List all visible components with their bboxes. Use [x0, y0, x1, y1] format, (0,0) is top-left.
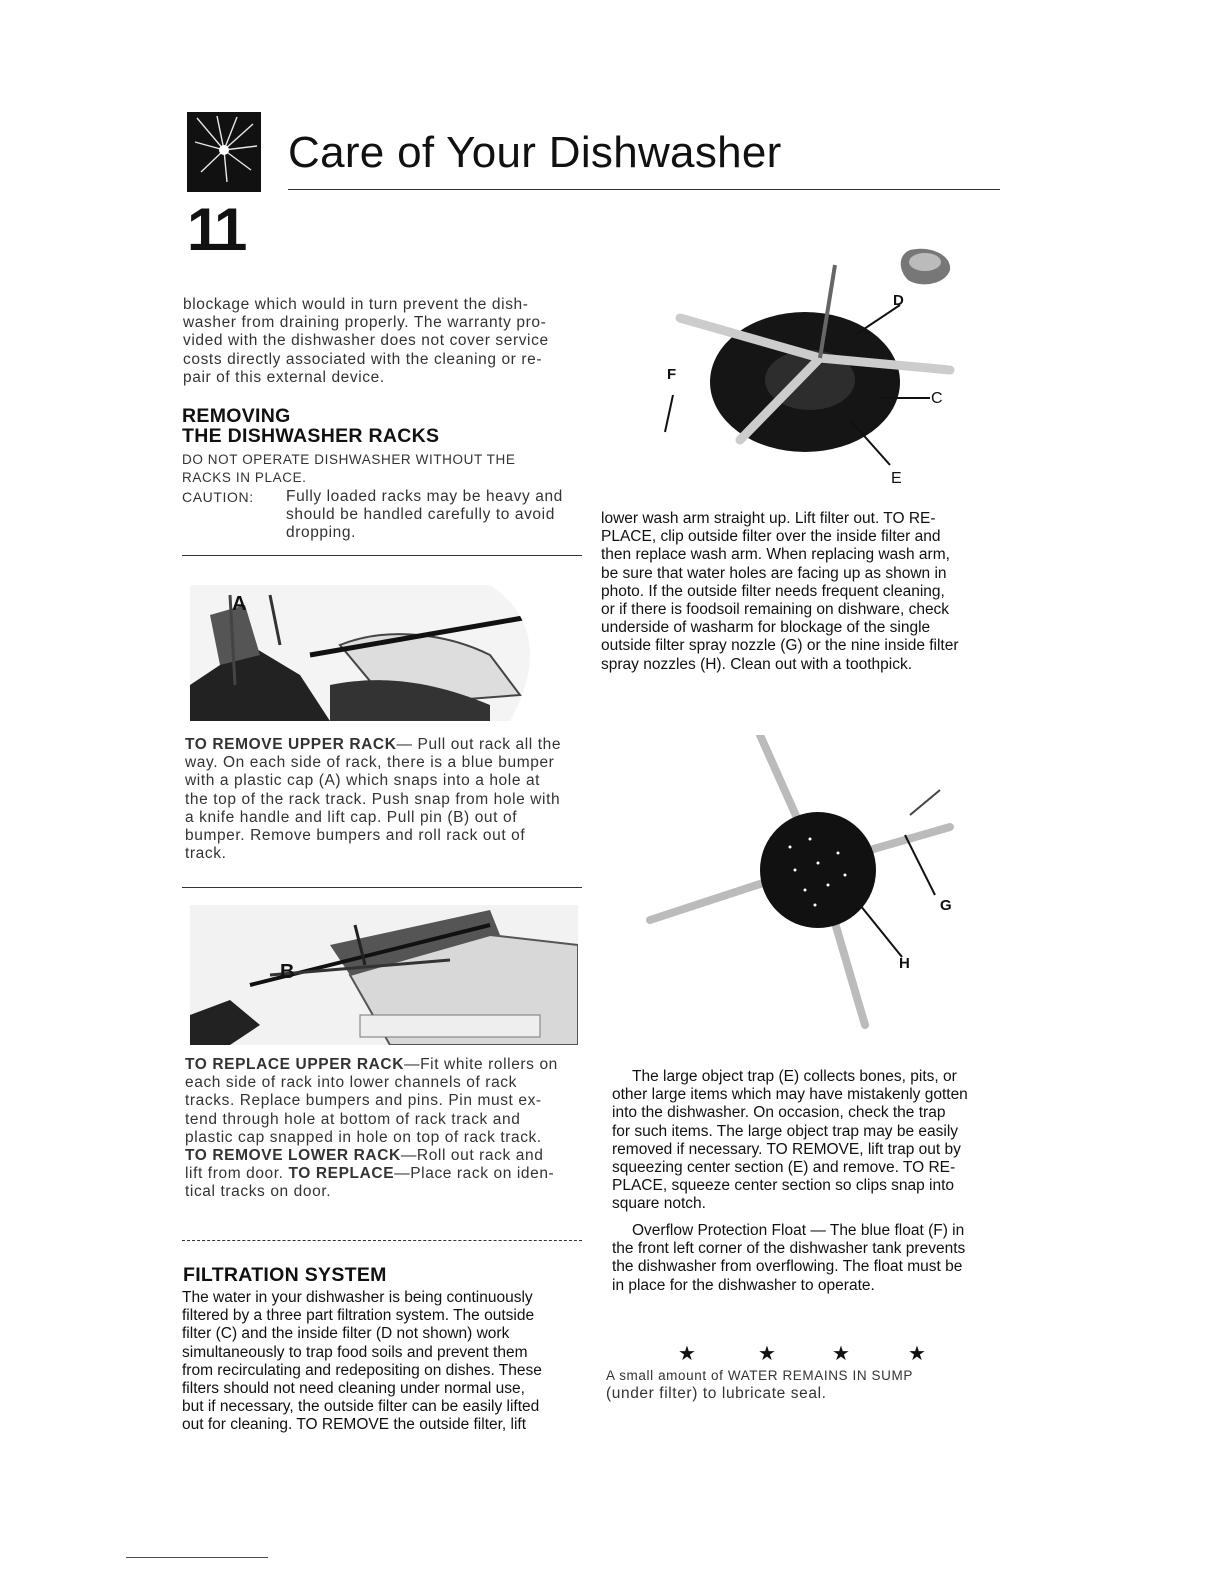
text-line: tend through hole at bottom of rack track and — [185, 1110, 521, 1128]
text-line: from recirculating and redepositing on dishes. These — [182, 1361, 542, 1379]
text-line: outside filter spray nozzle (G) or the nine inside filter — [601, 637, 959, 655]
text-line: bumper. Remove bumpers and roll rack out of — [185, 827, 526, 845]
rack-pin-photo — [190, 905, 578, 1045]
remove-upper-rack-title: TO REMOVE UPPER RACK — [185, 736, 397, 753]
text-line: filter (C) and the inside filter (D not shown) work — [182, 1325, 510, 1343]
label-b: B — [280, 961, 295, 983]
heading-line: REMOVING — [182, 405, 291, 427]
replace-upper-rack-title: TO REPLACE UPPER RACK — [185, 1056, 405, 1073]
text-line: The large object trap (E) collects bones, pits, or — [632, 1068, 957, 1085]
filtration-heading: FILTRATION SYSTEM — [183, 1264, 387, 1286]
text-line: lift from door. — [185, 1165, 284, 1183]
sump-water-note — [606, 1367, 1026, 1403]
text-line: other large items which may have mistakenly gotten — [612, 1086, 968, 1104]
chapter-number: 11 — [187, 196, 245, 263]
text-line: into the dishwasher. On occasion, check the trap — [612, 1104, 946, 1122]
text-line: —Fit white rollers on — [404, 1056, 558, 1073]
section-divider — [182, 887, 582, 888]
text-line: the front left corner of the dishwasher tank prevents — [612, 1240, 966, 1258]
heading-line: THE DISHWASHER RACKS — [182, 425, 440, 447]
section-divider — [182, 555, 582, 556]
text-line: PLACE, clip outside filter over the inside filter and — [601, 528, 941, 546]
warning-line: DO NOT OPERATE DISHWASHER WITHOUT THE — [182, 452, 516, 467]
title-divider — [288, 189, 1000, 190]
text-line: costs directly associated with the cleaning or re- — [183, 350, 543, 368]
footer-rule — [126, 1557, 268, 1558]
text-line: tical tracks on door. — [185, 1183, 332, 1201]
caution-label: CAUTION: — [182, 489, 254, 505]
text-line: PLACE, squeeze center section so clips snap into — [612, 1177, 955, 1195]
text-line: vided with the dishwasher does not cover service — [183, 332, 549, 350]
replace-lower-rack-title: TO REPLACE — [288, 1165, 395, 1183]
text-line: tracks. Replace bumpers and pins. Pin must ex- — [185, 1092, 542, 1110]
label-c: C — [931, 390, 943, 407]
text-line: lower wash arm straight up. Lift filter out. TO RE- — [601, 510, 936, 527]
intro-paragraph — [183, 296, 583, 387]
label-g: G — [940, 897, 952, 914]
remove-upper-rack-paragraph — [185, 736, 585, 863]
remove-lower-rack-title: TO REMOVE LOWER RACK — [185, 1147, 401, 1165]
label-e: E — [891, 470, 902, 487]
spray-burst-icon — [187, 112, 261, 192]
wash-arm-figure — [640, 735, 980, 1035]
text-line: out for cleaning. TO REMOVE the outside filter, lift — [182, 1416, 527, 1434]
text-line: with a plastic cap (A) which snaps into a hole at — [185, 772, 541, 790]
text-line: a knife handle and lift cap. Pull pin (B) out of — [185, 808, 518, 826]
label-h: H — [899, 955, 910, 972]
text-line: plastic cap snapped in hole on top of rack track. — [185, 1128, 542, 1146]
overflow-float-paragraph — [612, 1222, 1012, 1295]
text-line: spray nozzles (H). Clean out with a toothpick. — [601, 655, 912, 673]
text-line: underside of washarm for blockage of the single — [601, 619, 931, 637]
text-line: —Place rack on iden- — [394, 1165, 555, 1183]
text-line: photo. If the outside filter needs frequent cleaning, — [601, 582, 945, 600]
text-line: blockage which would in turn prevent the dish- — [183, 296, 529, 313]
text-line: filters should not need cleaning under normal use, — [182, 1380, 525, 1398]
filtration-paragraph — [182, 1289, 592, 1435]
text-line: or if there is foodsoil remaining on dishware, check — [601, 601, 950, 619]
warning-line: RACKS IN PLACE. — [182, 470, 307, 486]
filter-assembly-figure — [640, 240, 990, 490]
text-line: pair of this external device. — [183, 368, 385, 386]
text-line: each side of rack into lower channels of rack — [185, 1074, 517, 1092]
section-divider — [182, 1240, 582, 1241]
label-d: D — [893, 292, 904, 309]
caution-line: dropping. — [286, 524, 357, 542]
upper-rack-cap-photo — [190, 585, 578, 721]
text-line: way. On each side of rack, there is a blue bumper — [185, 754, 555, 772]
text-line: The water in your dishwasher is being continuously — [182, 1289, 533, 1306]
star-icon: ★ — [832, 1343, 850, 1365]
text-line: filtered by a three part filtration system. The outside — [182, 1307, 535, 1325]
star-separator — [670, 1341, 950, 1367]
object-trap-paragraph — [612, 1068, 1012, 1214]
filter-instructions-paragraph — [601, 510, 1011, 674]
page-title: Care of Your Dishwasher — [288, 128, 782, 177]
removing-racks-heading — [182, 406, 439, 446]
text-line: —Roll out rack and — [400, 1147, 544, 1165]
text-line: the top of the rack track. Push snap from hole with — [185, 790, 561, 808]
text-line: Overflow Protection Float — The blue float (F) in — [632, 1222, 965, 1239]
text-line: squeezing center section (E) and remove. TO RE- — [612, 1159, 956, 1177]
caution-line: should be handled carefully to avoid — [286, 506, 555, 524]
caution-line: Fully loaded racks may be heavy and — [286, 488, 563, 505]
star-icon: ★ — [678, 1343, 696, 1365]
text-line: washer from draining properly. The warranty pro- — [183, 314, 547, 332]
label-f: F — [667, 366, 677, 383]
star-icon: ★ — [758, 1343, 776, 1365]
rack-warning — [182, 451, 582, 487]
text-line: track. — [185, 845, 227, 863]
text-line: removed if necessary. TO REMOVE, lift trap out by — [612, 1140, 961, 1158]
note-line: A small amount of WATER REMAINS IN SUMP — [606, 1368, 913, 1383]
text-line: square notch. — [612, 1195, 706, 1213]
text-line: — Pull out rack all the — [396, 736, 562, 753]
text-line: then replace wash arm. When replacing wash arm, — [601, 546, 950, 564]
text-line: be sure that water holes are facing up as shown in — [601, 564, 947, 582]
star-icon: ★ — [908, 1343, 926, 1365]
replace-upper-rack-paragraph — [185, 1056, 585, 1202]
text-line: but if necessary, the outside filter can be easily lifted — [182, 1398, 540, 1416]
text-line: in place for the dishwasher to operate. — [612, 1276, 875, 1294]
text-line: simultaneously to trap food soils and prevent them — [182, 1343, 528, 1361]
text-line: for such items. The large object trap may be easily — [612, 1122, 959, 1140]
note-line: (under filter) to lubricate seal. — [606, 1385, 827, 1403]
text-line: the dishwasher from overflowing. The float must be — [612, 1258, 963, 1276]
label-a: A — [232, 593, 247, 615]
